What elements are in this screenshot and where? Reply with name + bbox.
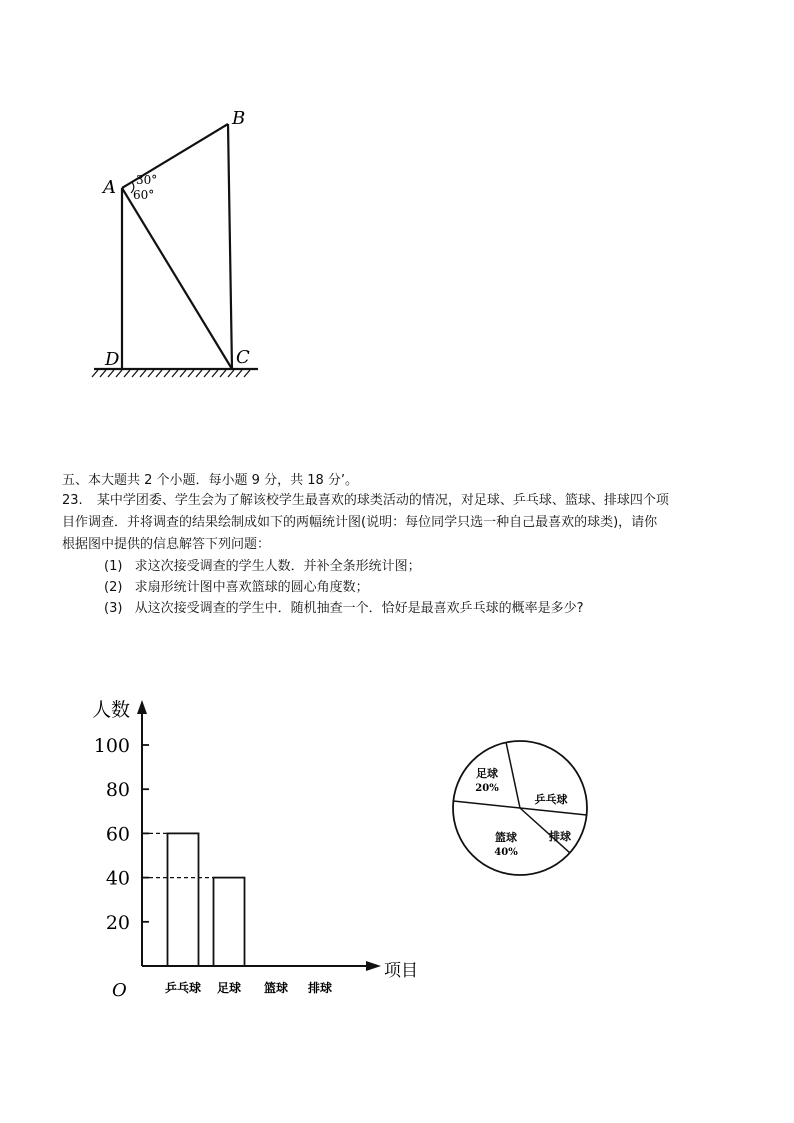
- question-line-3: 根据图中提供的信息解答下列问题：: [62, 537, 271, 552]
- bar: [168, 833, 199, 966]
- sub-question-1: [104, 557, 421, 577]
- question-line-2: 目作调查．并将调查的结果绘制成如下的两幅统计图(说明：每位同学只选一种自己最喜欢的球类)，请你: [62, 515, 658, 530]
- sub-question-text: 求扇形统计图中喜欢篮球的圆心角度数；: [134, 580, 369, 595]
- x-category-label: 足球: [216, 981, 242, 995]
- bar-chart: [0, 680, 480, 1020]
- sub-question-3: [104, 599, 583, 619]
- label-d: D: [105, 349, 120, 370]
- sub-question-num: (1): [104, 559, 123, 574]
- y-tick-label: 100: [93, 735, 130, 757]
- geometry-figure: [0, 0, 794, 400]
- label-b: B: [232, 108, 246, 129]
- sub-question-2: [104, 578, 369, 598]
- y-tick-label: 40: [105, 867, 130, 890]
- y-axis-label: 人数: [92, 699, 131, 721]
- y-tick-label: 20: [105, 911, 130, 934]
- label-c: C: [236, 347, 250, 368]
- bar: [214, 878, 245, 966]
- y-tick-label: 60: [105, 823, 130, 846]
- pie-slice-boundary: [506, 742, 520, 808]
- pie-chart: [440, 720, 620, 890]
- y-axis-arrow: [137, 700, 147, 714]
- x-category-label: 乒乓球: [164, 981, 202, 995]
- label-a: A: [103, 177, 116, 198]
- origin-label: O: [112, 980, 127, 1001]
- segment-ac: [122, 188, 232, 369]
- ground-hatching: [92, 370, 250, 377]
- pie-slice-boundary: [520, 808, 587, 815]
- question-number: 23.: [62, 493, 83, 508]
- x-category-label: 篮球: [263, 981, 289, 995]
- segment-bc: [228, 124, 232, 369]
- angle-label-30: 30°: [136, 173, 158, 187]
- pie-slice-percent: 20%: [475, 783, 499, 794]
- pie-slice-percent: 40%: [494, 847, 518, 858]
- x-axis-label: 项目: [384, 961, 418, 981]
- x-axis-arrow: [366, 961, 381, 971]
- x-category-label: 排球: [307, 981, 333, 995]
- pie-slice-label: 乒乓球: [534, 793, 568, 806]
- sub-question-num: (3): [104, 601, 123, 616]
- section-heading: 五、本大题共 2 个小题．每小题 9 分，共 18 分’。: [62, 473, 359, 488]
- pie-slice-label: 足球: [476, 767, 498, 780]
- y-tick-label: 80: [105, 779, 130, 802]
- pie-slice-label: 排球: [549, 830, 571, 843]
- question-text-1: 某中学团委、学生会为了解该校学生最喜欢的球类活动的情况，对足球、乒乓球、篮球、排球四个项: [96, 493, 669, 508]
- pie-slice-boundary: [453, 801, 520, 808]
- pie-slice-label: 篮球: [495, 831, 517, 844]
- sub-question-text: 从这次接受调查的学生中．随机抽查一个．恰好是最喜欢乒乓球的概率是多少?: [134, 601, 584, 616]
- angle-label-60: 60°: [133, 188, 155, 202]
- sub-question-num: (2): [104, 580, 123, 595]
- question-line-1: [62, 491, 669, 511]
- sub-question-text: 求这次接受调查的学生人数．并补全条形统计图；: [134, 559, 421, 574]
